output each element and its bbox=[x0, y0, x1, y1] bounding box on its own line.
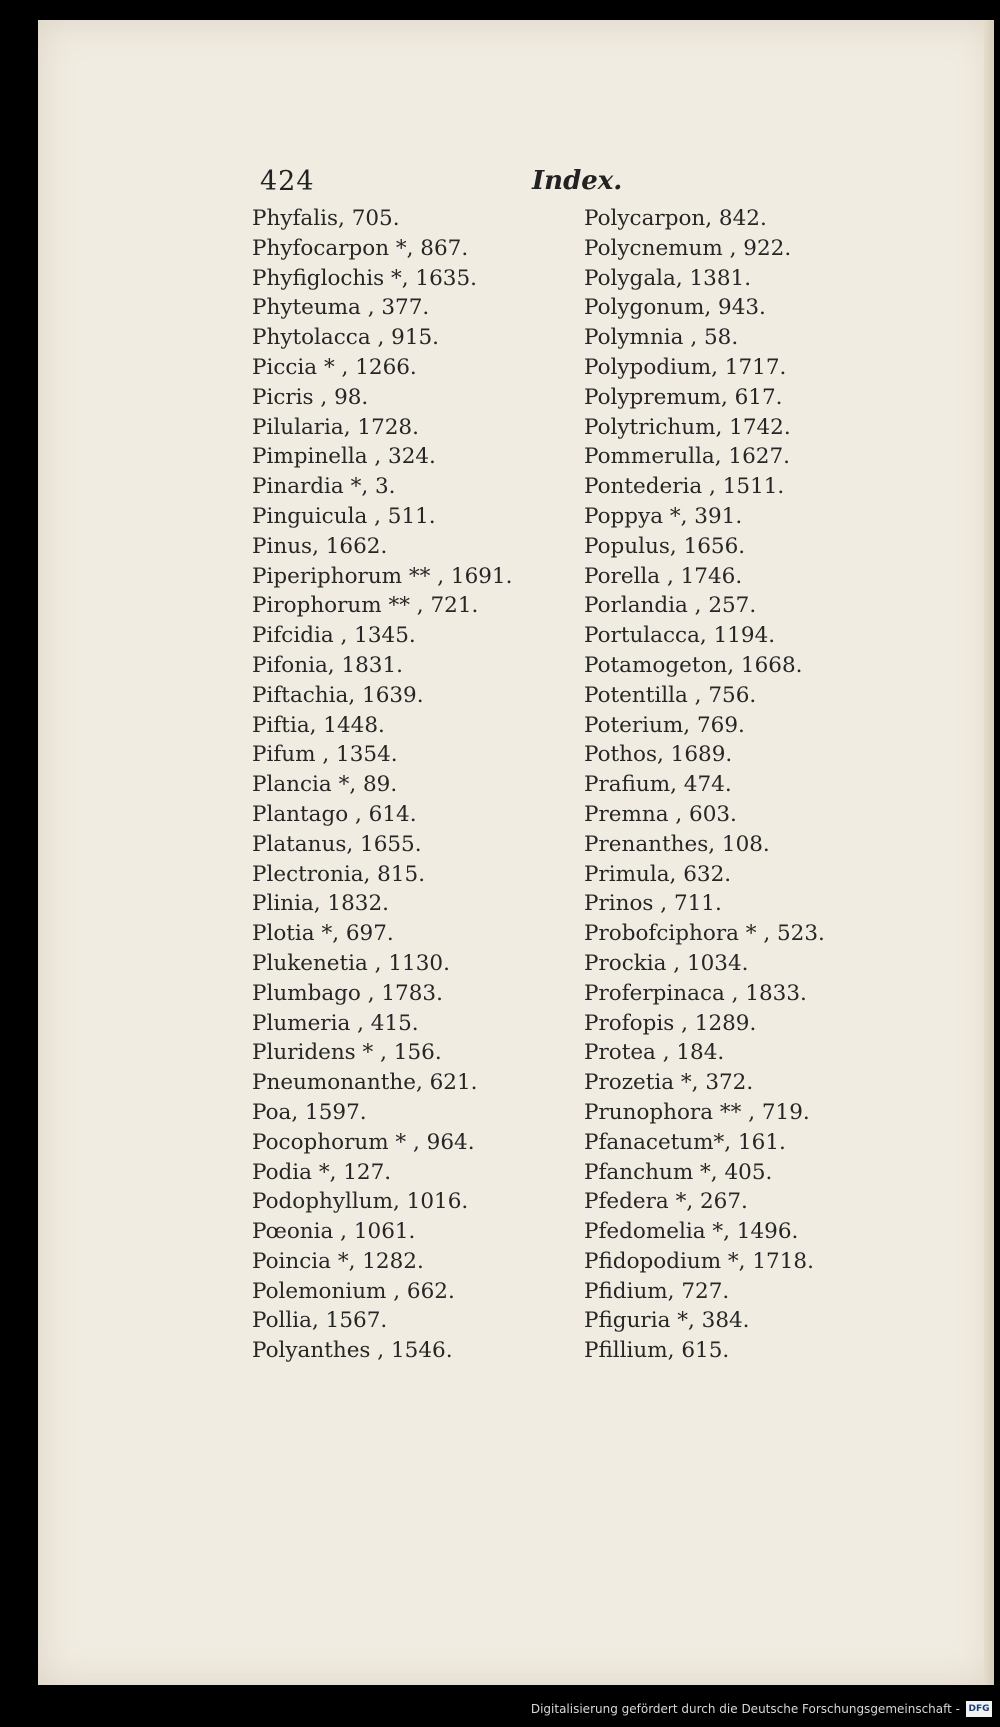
dfg-logo: DFG bbox=[966, 1701, 992, 1717]
page-edge bbox=[984, 20, 994, 1685]
index-entry: Pifum , 1354. bbox=[252, 742, 398, 768]
index-entry: Polypodium, 1717. bbox=[584, 354, 787, 380]
index-entry: Porella , 1746. bbox=[584, 563, 743, 589]
index-entry: Polycnemum , 922. bbox=[584, 235, 792, 261]
index-entry: Portulacca, 1194. bbox=[584, 623, 776, 649]
index-entry: Phyfiglochis *, 1635. bbox=[252, 265, 477, 291]
index-entry: Pommerulla, 1627. bbox=[584, 444, 790, 470]
index-entry: Piftachia, 1639. bbox=[252, 682, 424, 708]
index-entry: Polypremum, 617. bbox=[584, 384, 783, 410]
index-entry: Pfillium, 615. bbox=[584, 1338, 730, 1364]
index-entry: Plotia *, 697. bbox=[252, 921, 394, 947]
index-entry: Pifcidia , 1345. bbox=[252, 623, 416, 649]
index-entry: Pfanchum *, 405. bbox=[584, 1159, 773, 1185]
index-entry: Pimpinella , 324. bbox=[252, 444, 436, 470]
index-entry: Polygonum, 943. bbox=[584, 295, 766, 321]
index-entry: Phyfalis, 705. bbox=[252, 206, 400, 231]
index-entry: Pinguicula , 511. bbox=[252, 503, 436, 529]
index-entry: Pontederia , 1511. bbox=[584, 474, 785, 500]
index-entry: Pocophorum * , 964. bbox=[252, 1129, 475, 1155]
index-entry: Plumeria , 415. bbox=[252, 1010, 419, 1036]
index-entry: Plumbago , 1783. bbox=[252, 980, 443, 1006]
index-entry: Pfidopodium *, 1718. bbox=[584, 1248, 814, 1274]
index-entry: Pfiguria *, 384. bbox=[584, 1308, 750, 1334]
index-entry: Pothos, 1689. bbox=[584, 742, 733, 768]
index-entry: Pollia, 1567. bbox=[252, 1308, 388, 1334]
index-entry: Plukenetia , 1130. bbox=[252, 950, 450, 976]
index-entry: Pfidium, 727. bbox=[584, 1278, 730, 1304]
footer-bar bbox=[0, 1693, 1000, 1727]
index-entry: Polemonium , 662. bbox=[252, 1278, 455, 1304]
index-entry: Probofciphora * , 523. bbox=[584, 921, 825, 947]
index-entry: Prafium, 474. bbox=[584, 772, 732, 798]
index-entry: Phyfocarpon *, 867. bbox=[252, 235, 469, 261]
index-entry: Plancia *, 89. bbox=[252, 772, 398, 798]
index-entry: Premna , 603. bbox=[584, 801, 737, 827]
index-entry: Platanus, 1655. bbox=[252, 831, 422, 857]
index-entry: Populus, 1656. bbox=[584, 533, 746, 559]
index-entry: Pfanacetum*, 161. bbox=[584, 1129, 786, 1155]
index-entry: Phyteuma , 377. bbox=[252, 295, 430, 321]
index-entry: Polymnia , 58. bbox=[584, 325, 739, 351]
index-entry: Potentilla , 756. bbox=[584, 682, 757, 708]
running-head bbox=[38, 166, 994, 206]
index-entry: Phytolacca , 915. bbox=[252, 325, 440, 351]
index-column-left bbox=[252, 204, 512, 1366]
index-entry: Profopis , 1289. bbox=[584, 1010, 757, 1036]
index-entry: Plectronia, 815. bbox=[252, 861, 426, 887]
index-entry: Pilularia, 1728. bbox=[252, 414, 419, 440]
index-entry: Piftia, 1448. bbox=[252, 712, 385, 738]
index-entry: Pinus, 1662. bbox=[252, 533, 388, 559]
page-number: 424 bbox=[260, 166, 315, 197]
index-entry: Podia *, 127. bbox=[252, 1159, 392, 1185]
index-entry: Pfedomelia *, 1496. bbox=[584, 1219, 799, 1245]
index-entry: Potamogeton, 1668. bbox=[584, 652, 803, 678]
index-entry: Pifonia, 1831. bbox=[252, 652, 404, 678]
index-entry: Proferpinaca , 1833. bbox=[584, 980, 807, 1006]
index-entry: Prenanthes, 108. bbox=[584, 831, 770, 857]
index-entry: Podophyllum, 1016. bbox=[252, 1189, 469, 1215]
index-entry: Poterium, 769. bbox=[584, 712, 745, 738]
index-entry: Pneumonanthe, 621. bbox=[252, 1070, 478, 1096]
index-entry: Plinia, 1832. bbox=[252, 891, 389, 917]
index-entry: Pœonia , 1061. bbox=[252, 1219, 416, 1245]
index-entry: Piccia * , 1266. bbox=[252, 354, 417, 380]
index-entry: Protea , 184. bbox=[584, 1040, 725, 1066]
index-entry: Polytrichum, 1742. bbox=[584, 414, 791, 440]
index-entry: Polycarpon, 842. bbox=[584, 206, 767, 231]
index-entry: Polyanthes , 1546. bbox=[252, 1338, 453, 1364]
index-entry: Prozetia *, 372. bbox=[584, 1070, 754, 1096]
index-entry: Plantago , 614. bbox=[252, 801, 417, 827]
index-entry: Pinardia *, 3. bbox=[252, 474, 396, 500]
index-entry: Piperiphorum ** , 1691. bbox=[252, 563, 513, 589]
index-entry: Prockia , 1034. bbox=[584, 950, 749, 976]
index-entry: Pluridens * , 156. bbox=[252, 1040, 442, 1066]
index-entry: Picris , 98. bbox=[252, 384, 369, 410]
index-column-right bbox=[584, 204, 825, 1366]
funding-credit: Digitalisierung gefördert durch die Deutsche Forschungsgemeinschaft - bbox=[530, 1702, 960, 1716]
index-entry: Pirophorum ** , 721. bbox=[252, 593, 479, 619]
running-title: Index. bbox=[532, 166, 623, 196]
index-entry: Poppya *, 391. bbox=[584, 503, 743, 529]
index-entry: Prunophora ** , 719. bbox=[584, 1099, 810, 1125]
index-entry: Porlandia , 257. bbox=[584, 593, 757, 619]
index-entry: Poa, 1597. bbox=[252, 1099, 367, 1125]
index-entry: Primula, 632. bbox=[584, 861, 732, 887]
index-entry: Pfedera *, 267. bbox=[584, 1189, 748, 1215]
index-entry: Poincia *, 1282. bbox=[252, 1248, 424, 1274]
index-entry: Polygala, 1381. bbox=[584, 265, 752, 291]
book-page bbox=[38, 20, 994, 1685]
index-entry: Prinos , 711. bbox=[584, 891, 722, 917]
